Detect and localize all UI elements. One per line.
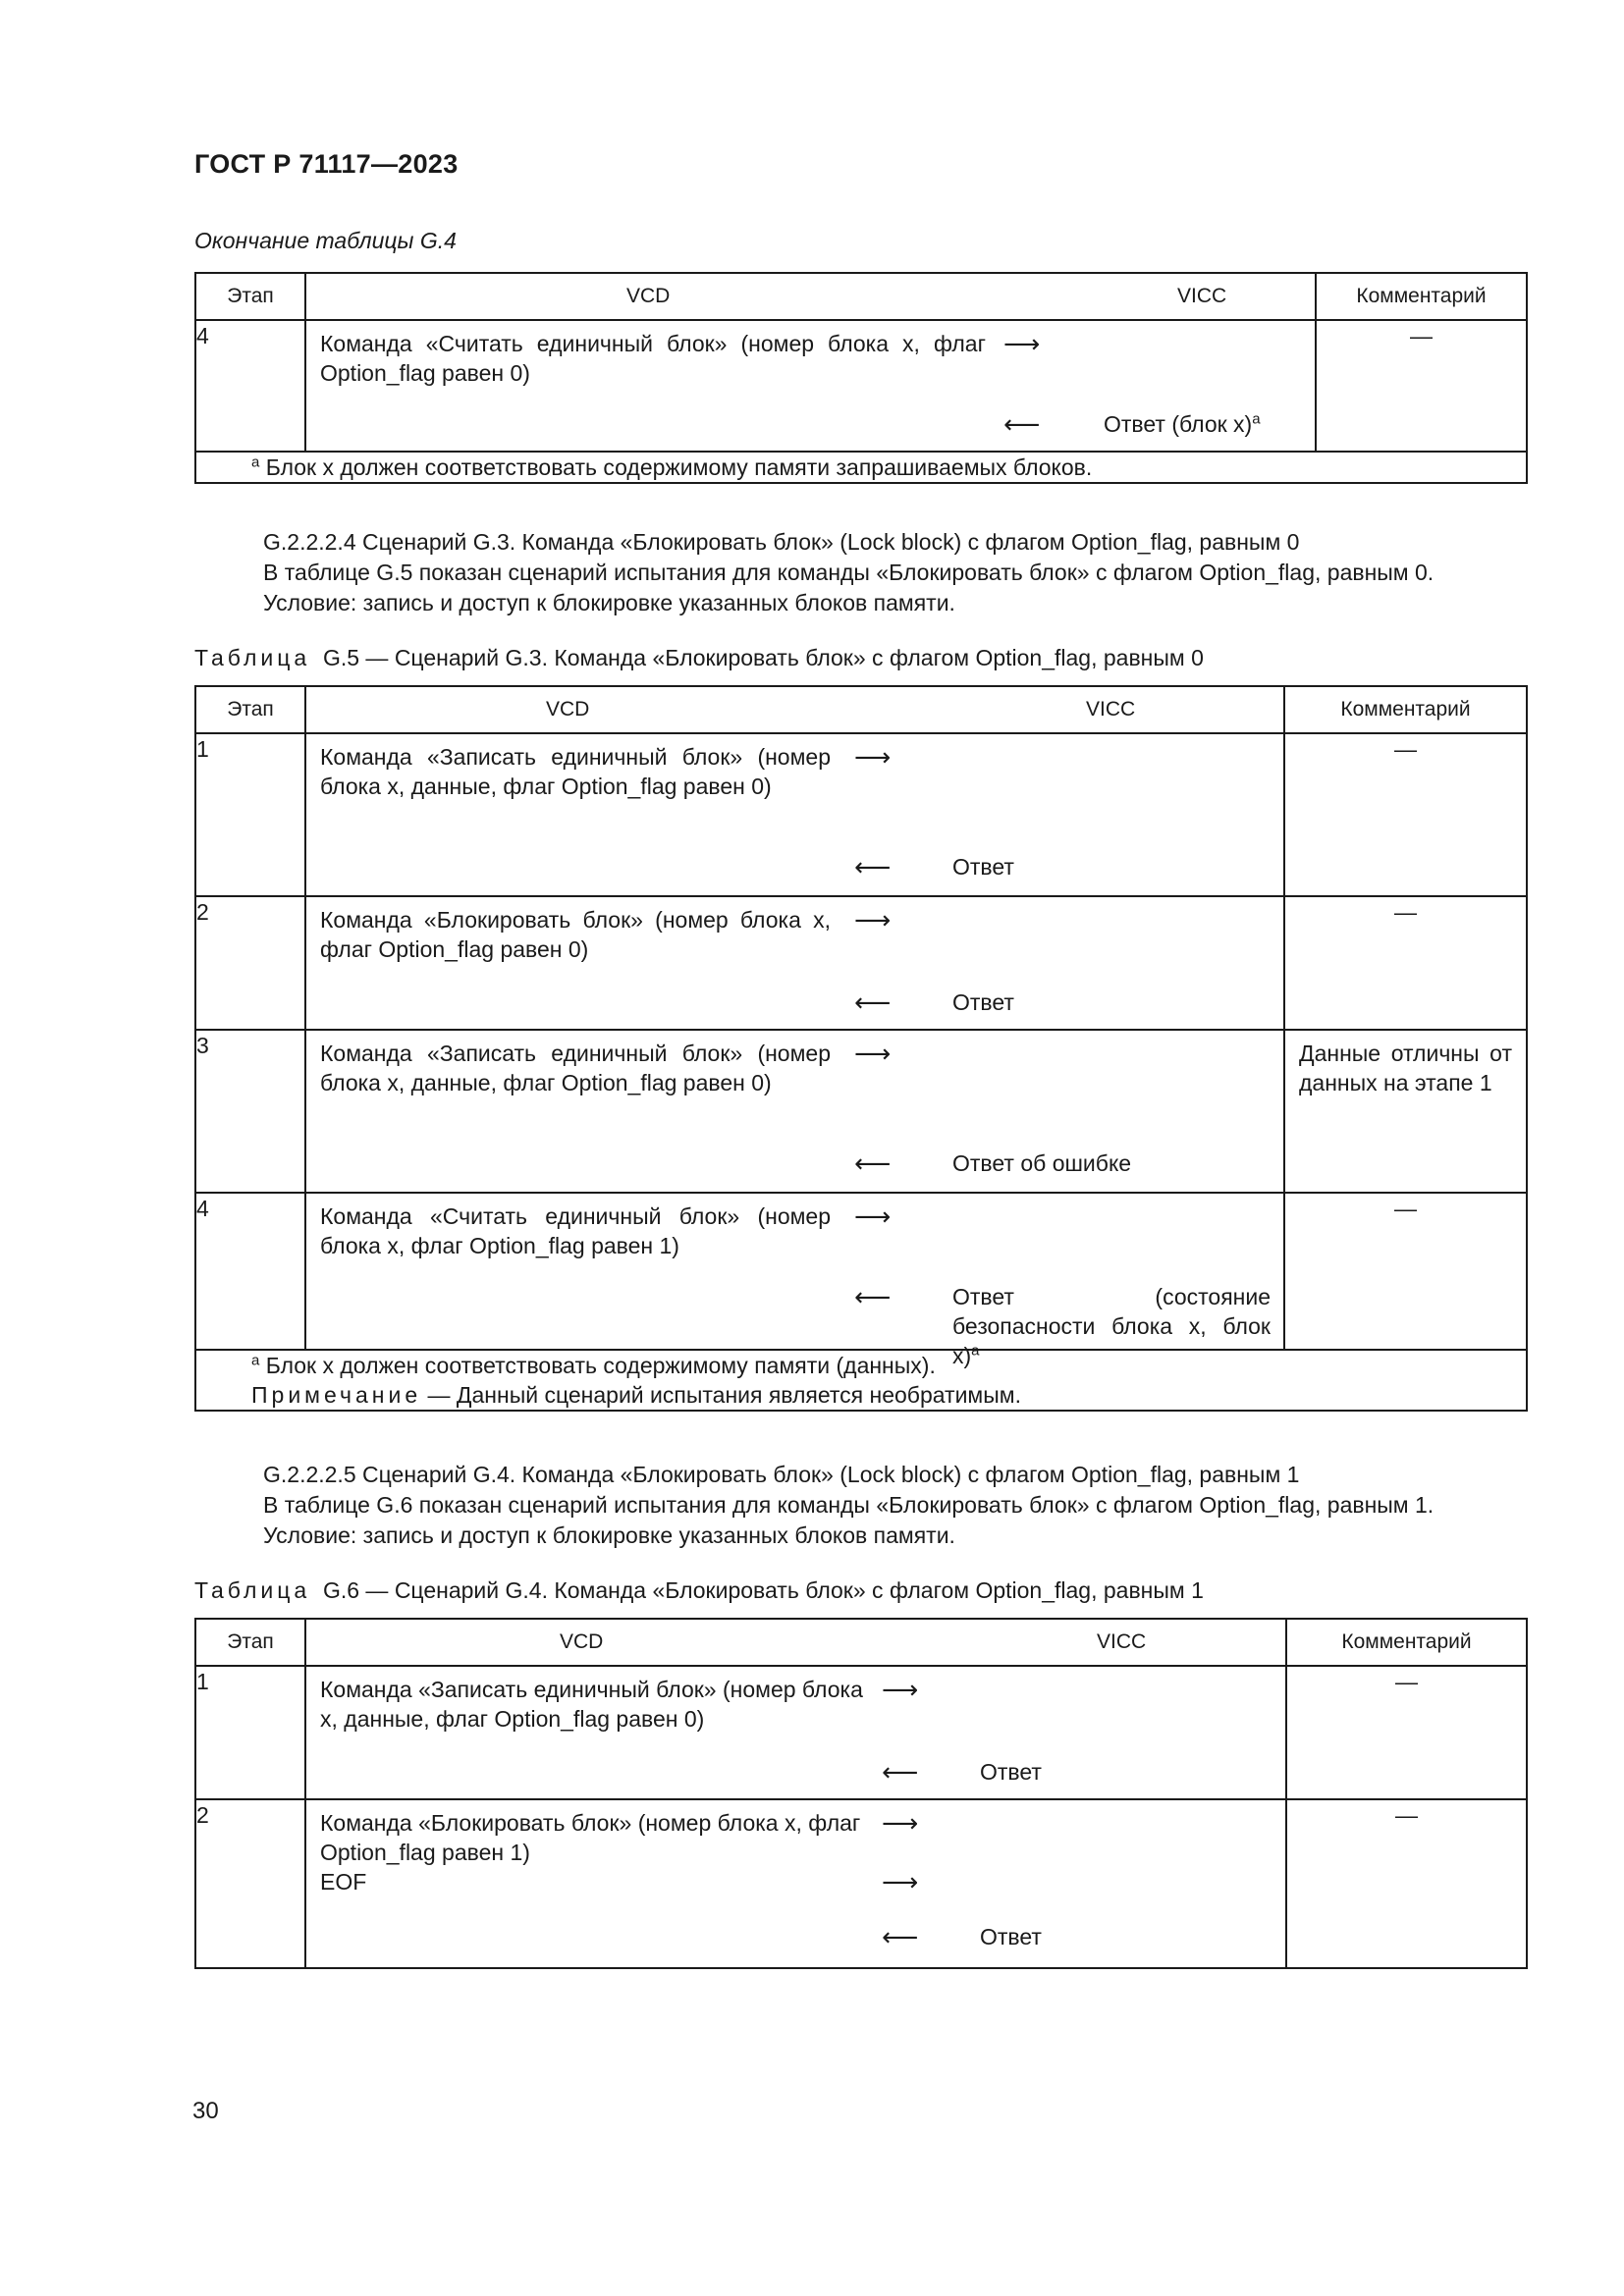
table-row xyxy=(195,1030,1527,1193)
arrow-right-icon: ⟶ xyxy=(854,905,892,934)
arrow-left-icon: ⟵ xyxy=(854,852,892,881)
arrow-right-icon: ⟶ xyxy=(854,742,892,772)
table-row xyxy=(195,1799,1527,1968)
vcd-command: Команда «Считать единичный блок» (номер блока x, флаг Option_flag равен 1) xyxy=(320,1203,831,1258)
vcd-command: Команда «Блокировать блок» (номер блока x, флаг Option_flag равен 0) xyxy=(320,907,831,962)
stage-cell: 4 xyxy=(195,320,305,452)
table-g5 xyxy=(194,685,1528,1412)
comment-cell: — xyxy=(1284,1193,1527,1350)
note-label: Примечание xyxy=(251,1382,422,1408)
section-heading: G.2.2.2.4 Сценарий G.3. Команда «Блокировать блок» (Lock block) с флагом Option_flag, равным 0 xyxy=(263,529,1300,555)
comment-cell: — xyxy=(1284,733,1527,896)
stage-cell: 2 xyxy=(195,896,305,1030)
table-row xyxy=(195,1666,1527,1799)
header-vcd: VCD xyxy=(560,1630,604,1653)
vcd-command: Команда «Считать единичный блок» (номер блока x, флаг Option_flag равен 0) xyxy=(320,331,986,386)
comment-cell: Данные отличны от данных на этапе 1 xyxy=(1284,1030,1527,1193)
vcd-command: Команда «Записать единичный блок» (номер блока x, данные, флаг Option_flag равен 0) xyxy=(320,1677,863,1732)
table-header-row xyxy=(195,1619,1527,1666)
vicc-response: Ответ (состояние безопасности блока x, блок x)$^a$ xyxy=(952,1284,1271,1368)
header-vicc: VICC xyxy=(1086,698,1136,721)
vicc-response: Ответ (блок x)$^a$ xyxy=(1104,410,1261,437)
section-paragraph: В таблице G.6 показан сценарий испытания для команды «Блокировать блок» с флагом Option_flag, равным 1. xyxy=(263,1492,1435,1518)
footnote-text: Блок x должен соответствовать содержимому памяти (данных). xyxy=(265,1353,936,1378)
vicc-response: Ответ xyxy=(980,1924,1042,1949)
header-comment: Комментарий xyxy=(1316,273,1527,320)
vcd-command: Команда «Записать единичный блок» (номер блока x, данные, флаг Option_flag равен 0) xyxy=(320,1041,831,1095)
stage-cell: 4 xyxy=(195,1193,305,1350)
footnote-row xyxy=(195,1350,1527,1411)
table-header-row xyxy=(195,273,1527,320)
table-row xyxy=(195,320,1527,452)
footnote-mark: a xyxy=(251,1352,260,1369)
page-number: 30 xyxy=(192,2098,219,2124)
arrow-left-icon: ⟵ xyxy=(854,1282,892,1311)
table-g4 xyxy=(194,272,1528,484)
section-paragraph: В таблице G.5 показан сценарий испытания для команды «Блокировать блок» с флагом Option_flag, равным 0. xyxy=(263,560,1435,585)
vicc-response: Ответ об ошибке xyxy=(952,1150,1132,1176)
document-header: ГОСТ Р 71117—2023 xyxy=(194,149,459,179)
vicc-response: Ответ xyxy=(952,854,1014,880)
arrow-right-icon: ⟶ xyxy=(854,1201,892,1231)
vicc-response: Ответ xyxy=(980,1759,1042,1785)
stage-cell: 3 xyxy=(195,1030,305,1193)
arrow-right-icon: ⟶ xyxy=(882,1808,919,1838)
header-vicc: VICC xyxy=(1177,285,1227,307)
header-comment: Комментарий xyxy=(1284,686,1527,733)
arrow-left-icon: ⟵ xyxy=(1003,409,1041,439)
table-g5-caption: Таблица G.5 — Сценарий G.3. Команда «Блокировать блок» с флагом Option_flag, равным 0 xyxy=(194,645,1204,670)
table-header-row xyxy=(195,686,1527,733)
footnote-mark: a xyxy=(251,454,260,471)
note-text: — Данный сценарий испытания является необратимым. xyxy=(427,1382,1021,1408)
section-condition: Условие: запись и доступ к блокировке указанных блоков памяти. xyxy=(263,1522,955,1548)
table-row xyxy=(195,1193,1527,1350)
arrow-right-icon: ⟶ xyxy=(1003,329,1041,358)
footnote-row xyxy=(195,452,1527,483)
table-row xyxy=(195,896,1527,1030)
eof-label: EOF xyxy=(320,1869,367,1895)
header-vcd: VCD xyxy=(546,698,590,721)
comment-cell: — xyxy=(1316,320,1527,452)
comment-cell: — xyxy=(1284,896,1527,1030)
header-vicc: VICC xyxy=(1097,1630,1147,1653)
header-stage: Этап xyxy=(195,1619,305,1666)
table-g6-caption: Таблица G.6 — Сценарий G.4. Команда «Блокировать блок» с флагом Option_flag, равным 1 xyxy=(194,1577,1204,1603)
header-stage: Этап xyxy=(195,273,305,320)
comment-cell: — xyxy=(1286,1666,1527,1799)
comment-cell: — xyxy=(1286,1799,1527,1968)
vcd-command: Команда «Блокировать блок» (номер блока x, флаг Option_flag равен 1) EOF xyxy=(320,1808,870,1896)
arrow-left-icon: ⟵ xyxy=(854,988,892,1017)
footnote-text: Блок x должен соответствовать содержимому памяти запрашиваемых блоков. xyxy=(265,454,1093,480)
stage-cell: 1 xyxy=(195,733,305,896)
arrow-left-icon: ⟵ xyxy=(882,1757,919,1787)
table-row xyxy=(195,733,1527,896)
arrow-left-icon: ⟵ xyxy=(882,1922,919,1951)
header-vcd: VCD xyxy=(626,285,671,307)
vcd-command: Команда «Записать единичный блок» (номер блока x, данные, флаг Option_flag равен 0) xyxy=(320,744,831,799)
section-condition: Условие: запись и доступ к блокировке указанных блоков памяти. xyxy=(263,590,955,615)
table-g4-caption: Окончание таблицы G.4 xyxy=(194,228,457,253)
arrow-right-icon: ⟶ xyxy=(882,1867,919,1896)
header-comment: Комментарий xyxy=(1286,1619,1527,1666)
header-stage: Этап xyxy=(195,686,305,733)
arrow-left-icon: ⟵ xyxy=(854,1148,892,1178)
table-g6 xyxy=(194,1618,1528,1969)
stage-cell: 2 xyxy=(195,1799,305,1968)
section-heading: G.2.2.2.5 Сценарий G.4. Команда «Блокировать блок» (Lock block) с флагом Option_flag, равным 1 xyxy=(263,1462,1300,1487)
vicc-response: Ответ xyxy=(952,989,1014,1015)
arrow-right-icon: ⟶ xyxy=(854,1039,892,1068)
arrow-right-icon: ⟶ xyxy=(882,1675,919,1704)
stage-cell: 1 xyxy=(195,1666,305,1799)
